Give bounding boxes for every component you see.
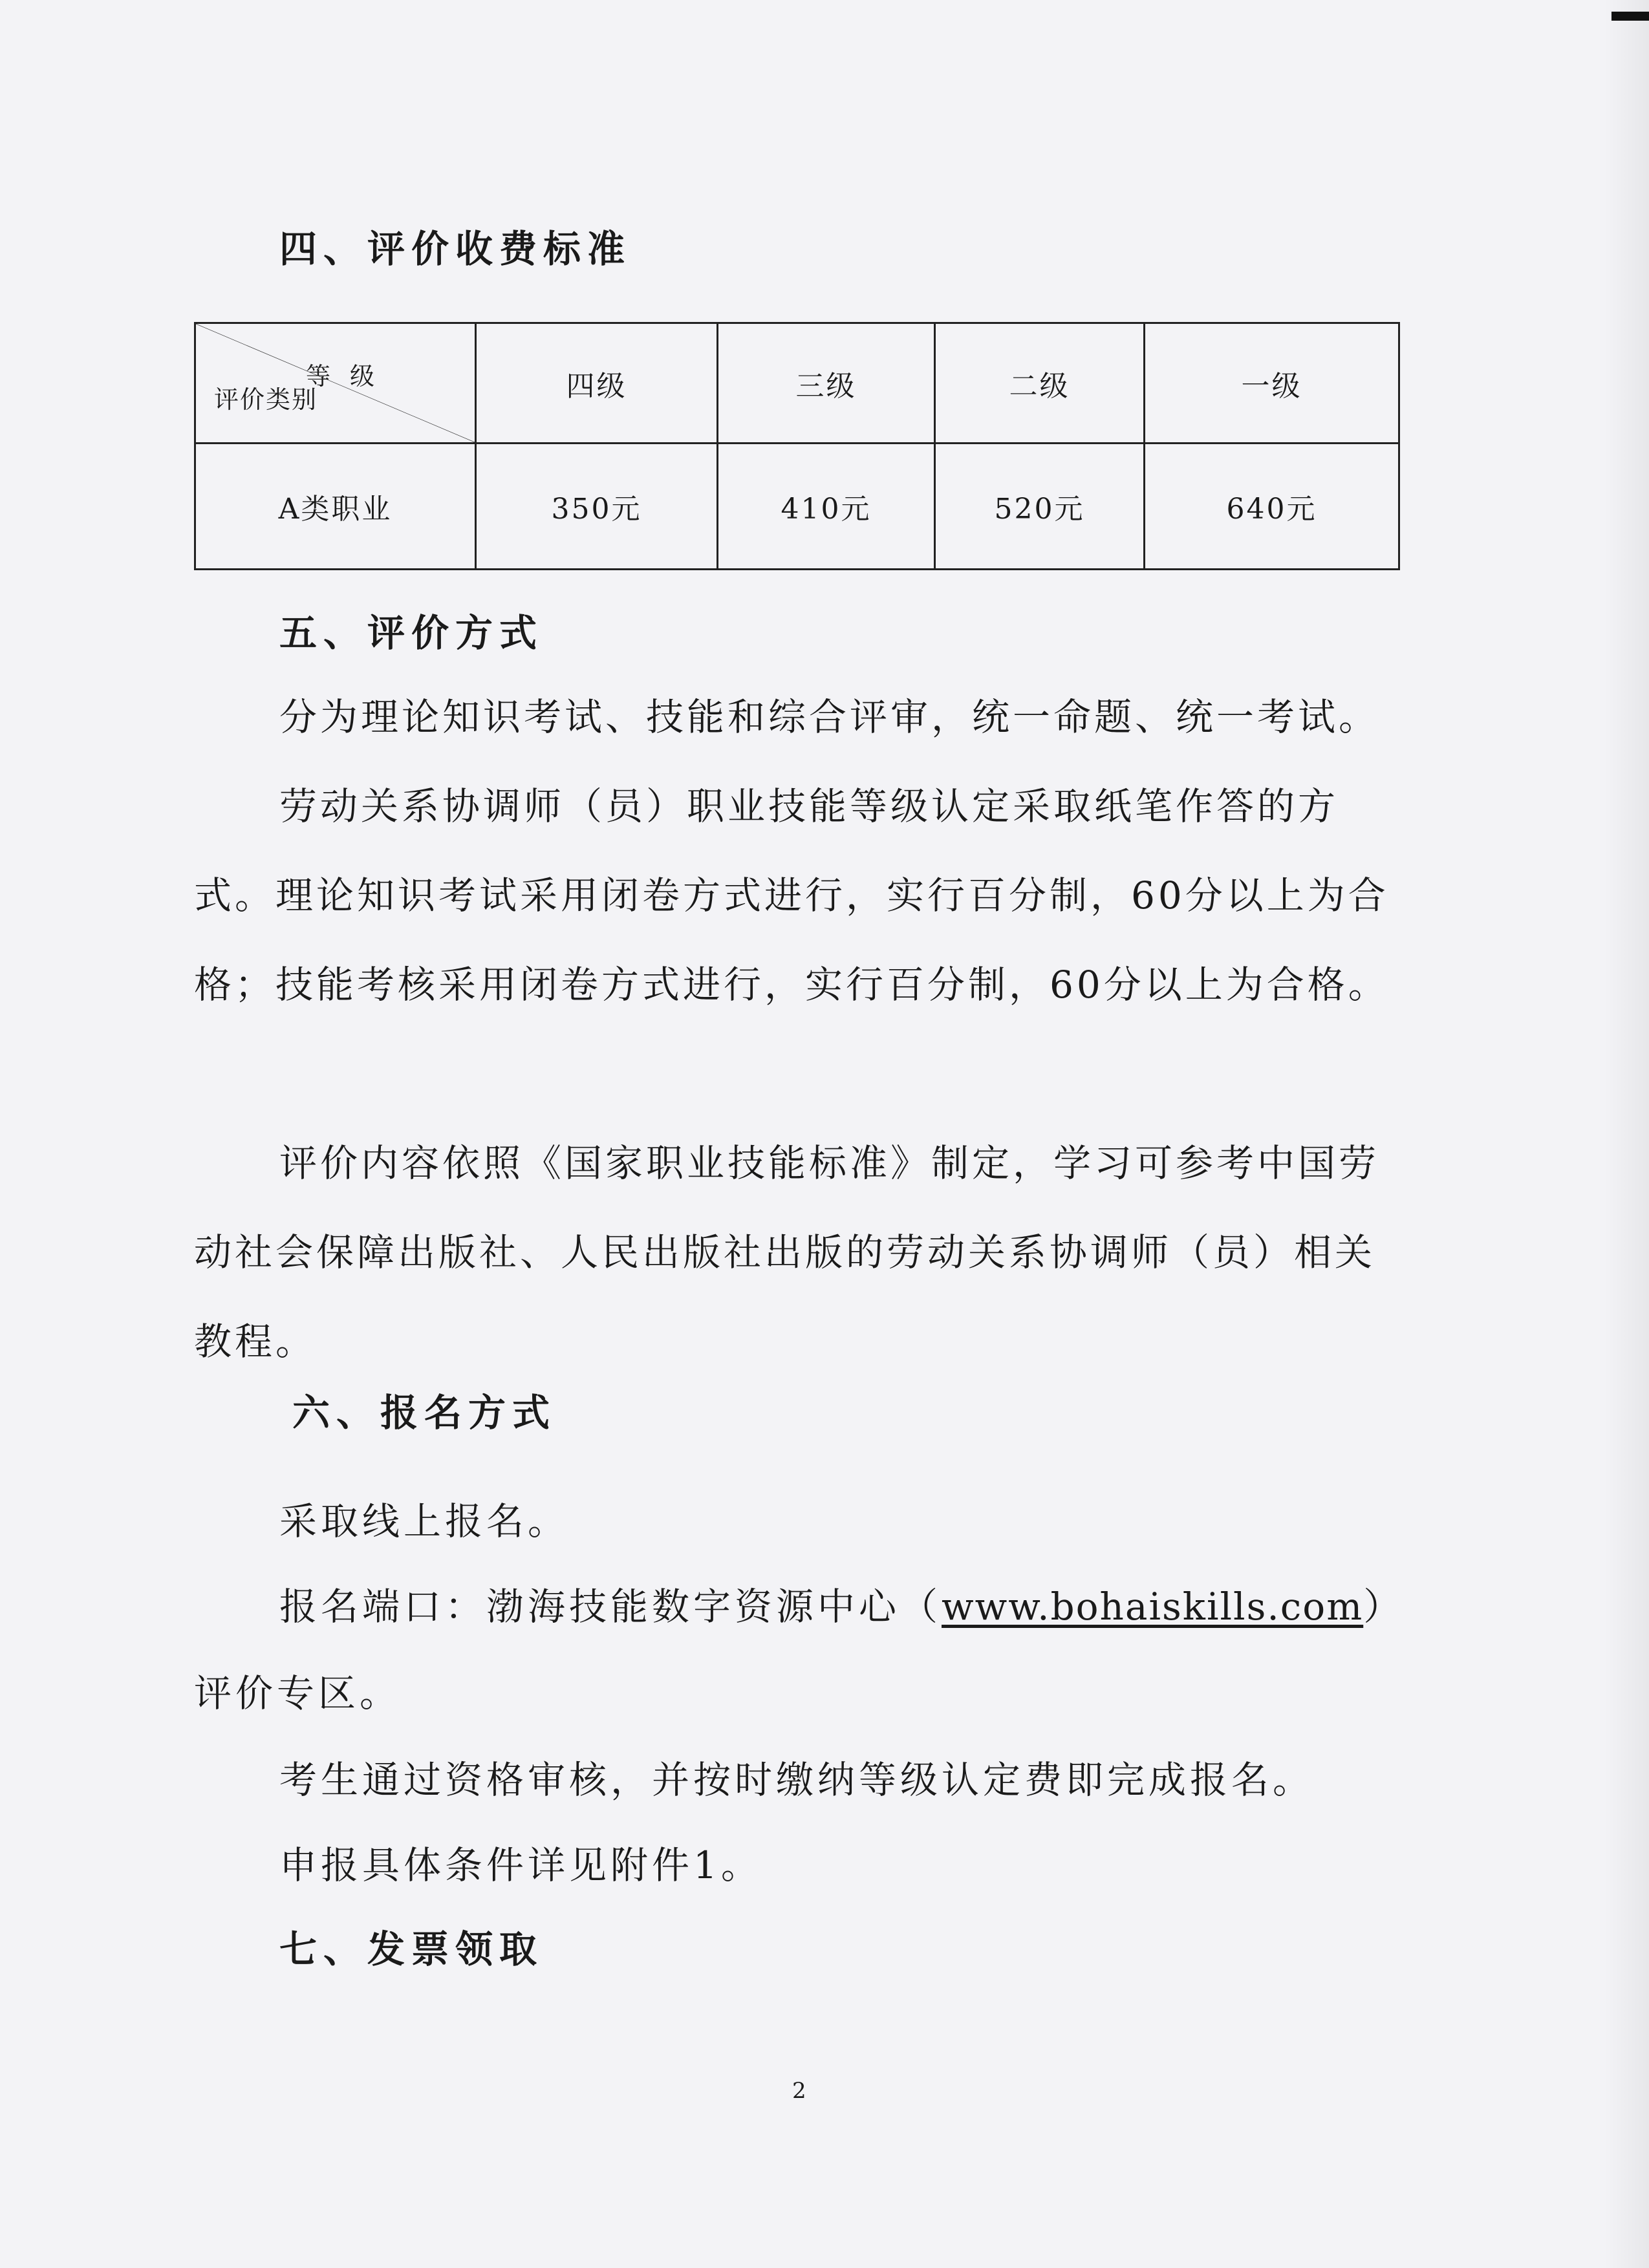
page-number: 2 — [792, 2078, 806, 2104]
header-level-3: 三级 — [718, 323, 935, 444]
section6-paragraph-2: 报名端口：渤海技能数字资源中心（www.bohaiskills.com） — [279, 1585, 1405, 1629]
scan-edge-shadow — [1604, 0, 1649, 2268]
fee-table — [194, 322, 1400, 570]
header-level-2: 二级 — [935, 323, 1145, 444]
registration-link[interactable]: www.bohaiskills.com — [942, 1585, 1364, 1629]
section5-heading: 五、评价方式 — [279, 611, 544, 655]
section4-heading: 四、评价收费标准 — [279, 227, 632, 271]
table-corner-cell — [195, 323, 476, 444]
scan-edge-mark — [1611, 12, 1649, 21]
corner-label-category: 评价类别 — [214, 385, 318, 414]
section6-paragraph-4: 申报具体条件详见附件1。 — [279, 1843, 762, 1887]
section6-heading: 六、报名方式 — [292, 1391, 557, 1435]
section5-paragraph-2: 劳动关系协调师（员）职业技能等级认定采取纸笔作答的方式。理论知识考试采用闭卷方式进行，实行百分制，60分以上为合格；技能考核采用闭卷方式进行，实行百分制，60分以上为合格。 — [194, 784, 1389, 1007]
header-level-4: 四级 — [476, 323, 718, 444]
fee-level-1: 640元 — [1145, 444, 1399, 570]
section5-paragraph-1: 分为理论知识考试、技能和综合评审，统一命题、统一考试。 — [279, 695, 1380, 739]
fee-level-2: 520元 — [935, 444, 1145, 570]
section7-heading: 七、发票领取 — [279, 1927, 544, 1971]
corner-label-level: 等级 — [305, 362, 394, 390]
section6-paragraph-1: 采取线上报名。 — [279, 1499, 570, 1543]
fee-level-3: 410元 — [718, 444, 935, 570]
row-label: A类职业 — [195, 444, 476, 570]
section6-paragraph-2-continued: 评价专区。 — [194, 1671, 402, 1715]
section6-paragraph-3: 考生通过资格审核，并按时缴纳等级认定费即完成报名。 — [279, 1758, 1315, 1802]
section5-paragraph-3: 评价内容依照《国家职业技能标准》制定，学习可参考中国劳动社会保障出版社、人民出版社出版的劳动关系协调师（员）相关教程。 — [194, 1141, 1380, 1364]
fee-level-4: 350元 — [476, 444, 718, 570]
header-level-1: 一级 — [1145, 323, 1399, 444]
